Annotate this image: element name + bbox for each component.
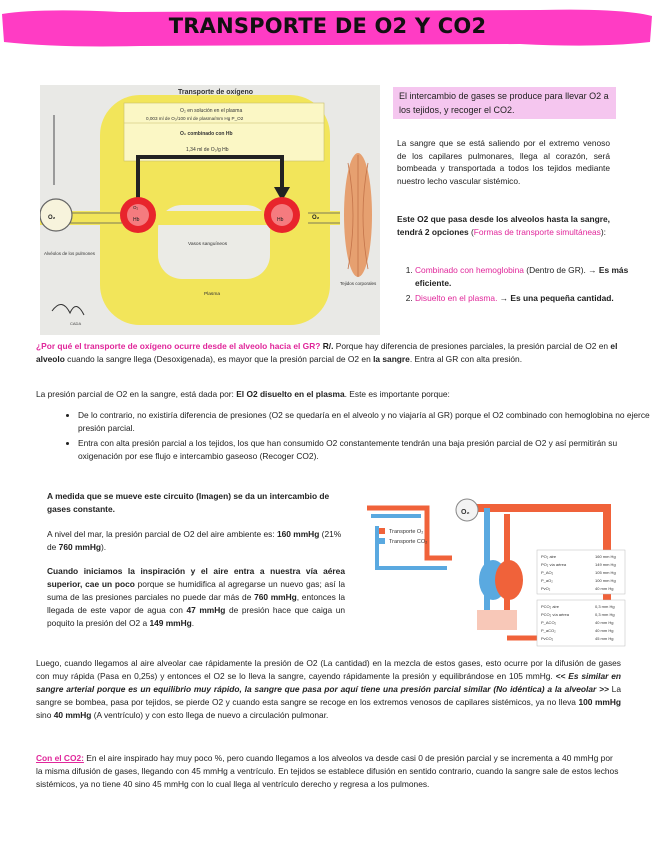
svg-text:O₂: O₂ [312,215,320,221]
svg-text:PCO₂ aire: PCO₂ aire [541,604,560,609]
svg-text:40 mm Hg: 40 mm Hg [595,628,614,633]
right-paragraph-1: La sangre que se está saliendo por el extremo venoso de los capilares pulmonares, llega al corazón, será bombeada y transportada a todos los tejidos mediante nuestro lecho vascular sistémico. [397,138,610,186]
left-paragraph-3: Cuando iniciamos la inspiración y el aire entra a nuestra vía aérea superior, cae un poco porque se humidifica al agregarse un nuevo gas; así la suma de las presiones parciales no puede dar más de 760 mmHg, entonces la llegada de este vapor de agua con 47 mmHg de presión hace que caiga un poquito la presión del O2 a 149 mmHg. [47,566,346,628]
svg-text:O₂: O₂ [48,215,56,221]
oxygen-transport-figure [40,85,380,335]
left-heart [495,560,523,600]
svg-text:O₂ en solución en el plasma: O₂ en solución en el plasma [180,108,243,114]
svg-text:Hb: Hb [277,217,284,223]
svg-text:O₂: O₂ [461,509,470,516]
transport-options-list [397,264,630,307]
svg-text:P_ACO₂: P_ACO₂ [541,620,557,625]
svg-text:CADA: CADA [70,321,82,326]
gas-exchange-circuit-figure [357,498,627,648]
question-paragraph: ¿Por qué el transporte de oxígeno ocurre desde el alveolo hacia el GR? R/. Porque hay diferencia de presiones parciales, la presión parcial de O2 en el alveolo cuando la sangre llega (Desoxigenada), es mayor que la presión parcial de O2 en la sangre. Entra al GR con alta presión. [36,341,618,364]
svg-text:P_aO₂: P_aO₂ [541,578,553,583]
svg-text:160 mm Hg: 160 mm Hg [595,554,616,559]
svg-text:0,3 mm Hg: 0,3 mm Hg [595,604,615,609]
svg-text:Transporte O₂: Transporte O₂ [389,529,424,535]
svg-text:Alvéolos de los pulmones: Alvéolos de los pulmones [44,251,96,256]
svg-text:Vasos sanguíneos: Vasos sanguíneos [188,242,228,247]
option-plasma: 2. Disuelto en el plasma. → Es una pequeña cantidad. [415,292,630,305]
svg-text:Plasma: Plasma [204,292,220,297]
left-paragraph-2: A nivel del mar, la presión parcial de O2 del aire ambiente es: 160 mmHg (21% de 760 mmHg). [47,529,342,552]
svg-text:PvO₂: PvO₂ [541,586,551,591]
svg-text:100 mm Hg: 100 mm Hg [595,578,616,583]
svg-text:Transporte CO₂: Transporte CO₂ [389,539,428,545]
svg-text:Tejidos corporales: Tejidos corporales [340,281,377,286]
left-paragraph-1: A medida que se mueve este circuito (Imagen) se da un intercambio de gases constante. [47,491,330,514]
svg-text:105 mm Hg: 105 mm Hg [595,570,616,575]
svg-text:45 mm Hg: 45 mm Hg [595,636,614,641]
bottom-paragraph-2: Con el CO2: En el aire inspirado hay muy poco %, pero cuando llegamos a los alveolos va desde casi 0 de presión parcial y se incrementa a 40 mmHg por la misma difusión de gases, llegando con 45 mmHg a ventrículo. En tejidos se establece difusión en sentido contrario, cuando la sangre sale de estos lechos sistémicos, ya no tiene 40 sino 45 mmHg con lo cual llega al ventrículo derecho y regresa a los pulmones. [36,753,619,789]
svg-text:P_AO₂: P_AO₂ [541,570,554,575]
svg-text:O₂: O₂ [133,205,139,210]
fig1-title: Transporte de oxígeno [178,89,254,96]
bullet-item: • De lo contrario, no existiría diferencia de presiones (O2 se quedaría en el alveolo y no viajaría al GR) porque el O2 combinado con hemoglobina no ejerce presión parcial. [78,409,655,435]
pressure-intro: La presión parcial de O2 en la sangre, está dada por: El O2 disuelto en el plasma. Este es importante porque: [36,389,450,399]
svg-text:P_aCO₂: P_aCO₂ [541,628,556,633]
svg-text:0,3 mm Hg: 0,3 mm Hg [595,612,615,617]
svg-text:40 mm Hg: 40 mm Hg [595,586,614,591]
svg-text:40 mm Hg: 40 mm Hg [595,620,614,625]
svg-text:PO₂ vía aérea: PO₂ vía aérea [541,562,567,567]
right-paragraph-2: Este O2 que pasa desde los alveolos hasta la sangre, tendrá 2 opciones (Formas de transporte simultáneas): [397,214,610,237]
svg-text:149 mm Hg: 149 mm Hg [595,562,616,567]
svg-text:PCO₂ vía aérea: PCO₂ vía aérea [541,612,570,617]
bullet-item: • Entra con alta presión parcial a los tejidos, los que han consumido O2 constantemente tendrán una baja presión parcial de O2 y así permitirán su oxigenación por ese flujo e intercambio gaseoso (Recoger CO2). [78,437,655,463]
svg-text:O₂ combinado con Hb: O₂ combinado con Hb [180,131,233,137]
svg-text:PvCO₂: PvCO₂ [541,636,554,641]
pressure-bullets [36,409,655,465]
option-hemoglobin: 1. Combinado con hemoglobina (Dentro de GR). → Es más eficiente. [415,264,630,290]
svg-text:1,34 ml de O₂/g Hb: 1,34 ml de O₂/g Hb [186,147,229,153]
svg-text:Hb: Hb [133,217,140,223]
page-title: TRANSPORTE DE O2 Y CO2 [168,14,487,38]
svg-text:PO₂ aire: PO₂ aire [541,554,557,559]
svg-text:0,003 ml de O₂/100 ml de plasm: 0,003 ml de O₂/100 ml de plasma/mm Hg P_O2 [146,116,244,121]
bottom-paragraph-1: Luego, cuando llegamos al aire alveolar cae rápidamente la presión de O2 (La cantidad) en la mezcla de estos gases, esto ocurre por la difusión de gases con muy rápida (Pasa en 0,25s) y entonces el O2 se lo lleva la sangre, cayendo rápidamente la presión y equilibrándose en 105 mmHg. << Es similar en sangre arterial porque es un equilibrio muy rápido, la sangre que pasa por aquí tiene una presión parcial similar (No idéntica) a la alveolar >> La sangre se bombea, pasa por tejidos, se pierde O2 y cuando esta sangre se recoge en los extremos venosos de capilares sistémicos, ya no lleva 100 mmHg sino 40 mmHg (A ventrículo) y con esto llega de nuevo a circulación pulmonar. [36,658,621,720]
alveolus-illustration [40,199,72,231]
summary-highlight-box: El intercambio de gases se produce para llevar O2 a los tejidos, y recoger el CO2. [393,87,616,119]
